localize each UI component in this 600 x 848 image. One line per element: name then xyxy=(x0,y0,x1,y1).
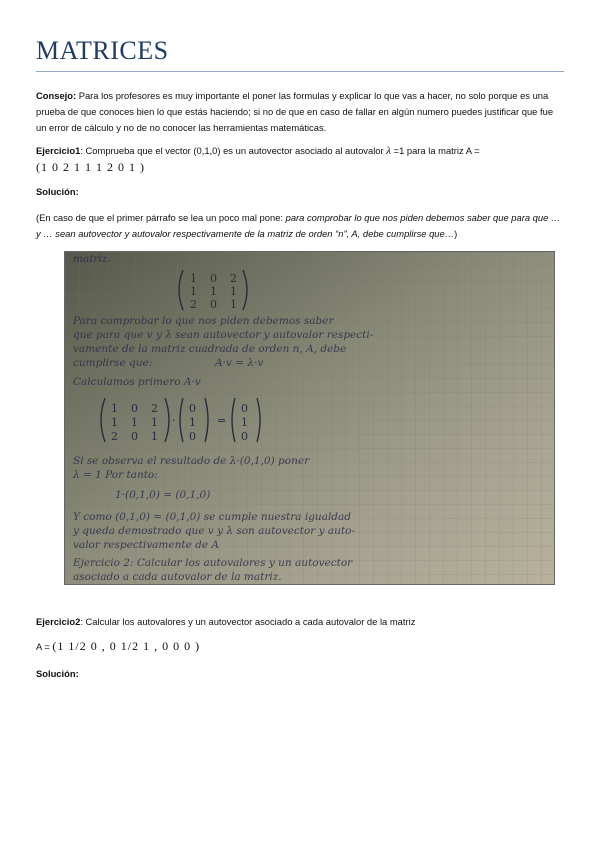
consejo-text: Para los profesores es muy importante el poner las formulas y explicar lo que vas a hacer, no solo porque es una prueba de que conoces bien lo que estás haciendo; si no de que en caso de fallar en algún numero puedes justificar que fue un error de cálculo y no de no conocer las herramientas matemáticas. xyxy=(36,90,554,133)
svg-text:0: 0 xyxy=(131,430,138,443)
svg-text:2: 2 xyxy=(111,430,118,443)
solucion2-heading: Solución: xyxy=(36,668,79,679)
ejercicio1-text-after: =1 para la matriz A = xyxy=(390,145,480,156)
handwritten-line: valor respectivamente de A xyxy=(73,539,219,551)
svg-text:1: 1 xyxy=(230,298,237,311)
nota-paragraph xyxy=(36,210,566,242)
handwritten-line: Calculamos primero A·v xyxy=(73,376,201,388)
svg-text:=: = xyxy=(217,414,227,427)
ejercicio1-text-before: : Comprueba que el vector (0,1,0) es un autovector asociado al autovalor xyxy=(80,145,387,156)
svg-text:0: 0 xyxy=(210,272,217,285)
consejo-paragraph xyxy=(36,88,566,136)
ejercicio2-matrix-prefix: A = xyxy=(36,641,53,652)
handwritten-line: 1·(0,1,0) = (0,1,0) xyxy=(115,489,211,501)
svg-text:0: 0 xyxy=(131,402,138,415)
ejercicio1-paragraph xyxy=(36,143,566,176)
svg-text:0: 0 xyxy=(241,430,248,443)
handwritten-line: Ejercicio 2: Calcular los autovalores y un autovector xyxy=(73,557,353,569)
svg-text:1: 1 xyxy=(241,416,248,429)
svg-text:1: 1 xyxy=(190,285,197,298)
svg-text:2: 2 xyxy=(151,402,158,415)
nota-suffix: ) xyxy=(454,228,458,239)
handwritten-line: asociado a cada autovalor de la matriz. xyxy=(73,571,282,583)
svg-text:1: 1 xyxy=(210,285,217,298)
svg-text:0: 0 xyxy=(189,402,196,415)
svg-text:0: 0 xyxy=(210,298,217,311)
handwritten-line: que para que v y λ sean autovector y autovalor respecti- xyxy=(73,329,374,341)
svg-text:1: 1 xyxy=(189,416,196,429)
handwritten-line: cumplirse que: xyxy=(73,357,153,369)
handwritten-line: y queda demostrado que v y λ son autovector y auto- xyxy=(73,525,356,537)
handwritten-line: vamente de la matriz cuadrada de orden n, A, debe xyxy=(73,343,347,355)
consejo-label: Consejo: xyxy=(36,90,77,101)
svg-text:1: 1 xyxy=(111,416,118,429)
ejercicio2-matrix: (1 1/2 0 , 0 1/2 1 , 0 0 0 ) xyxy=(52,639,201,653)
svg-text:1: 1 xyxy=(151,430,158,443)
svg-text:1: 1 xyxy=(230,285,237,298)
svg-text:1: 1 xyxy=(111,402,118,415)
solucion1-heading: Solución: xyxy=(36,186,79,197)
handwritten-line: Y como (0,1,0) = (0,1,0) se cumple nuestra igualdad xyxy=(73,511,352,523)
svg-text:2: 2 xyxy=(230,272,237,285)
title-divider xyxy=(36,71,564,72)
svg-text:1: 1 xyxy=(151,416,158,429)
handwritten-line: λ = 1 Por tanto: xyxy=(73,469,158,481)
ejercicio2-paragraph xyxy=(36,614,566,630)
nota-prefix: (En caso de que el primer párrafo se lea un poco mal pone: xyxy=(36,212,286,223)
svg-text:0: 0 xyxy=(241,402,248,415)
ejercicio2-label: Ejercicio2 xyxy=(36,616,81,627)
ejercicio1-matrix: (1 0 2 1 1 1 2 0 1 ) xyxy=(36,160,145,174)
ejercicio1-label: Ejercicio1 xyxy=(36,145,81,156)
svg-text:2: 2 xyxy=(190,298,197,311)
ejercicio2-matrix-line xyxy=(36,638,566,655)
svg-text:·: · xyxy=(172,414,176,427)
handwritten-line: Si se observa el resultado de λ·(0,1,0) poner xyxy=(73,455,310,467)
ejercicio2-text: : Calcular los autovalores y un autovector asociado a cada autovalor de la matriz xyxy=(80,616,416,627)
svg-text:0: 0 xyxy=(189,430,196,443)
nota-italic: para comprobar lo que nos piden debemos saber que para que … y … sean autovector y autovalor respectivamente de la matriz de orden “n”, A, debe cumplirse que… xyxy=(36,212,561,239)
handwritten-line: matriz. xyxy=(73,253,111,265)
svg-text:1: 1 xyxy=(131,416,138,429)
photo-svg xyxy=(65,252,554,584)
svg-text:1: 1 xyxy=(190,272,197,285)
lambda-symbol: λ xyxy=(386,145,391,157)
page-title: MATRICES xyxy=(36,36,169,65)
handwritten-solution-photo xyxy=(64,251,555,585)
handwritten-line: A·v = λ·v xyxy=(215,357,264,369)
handwritten-line: Para comprobar lo que nos piden debemos saber xyxy=(73,315,334,327)
